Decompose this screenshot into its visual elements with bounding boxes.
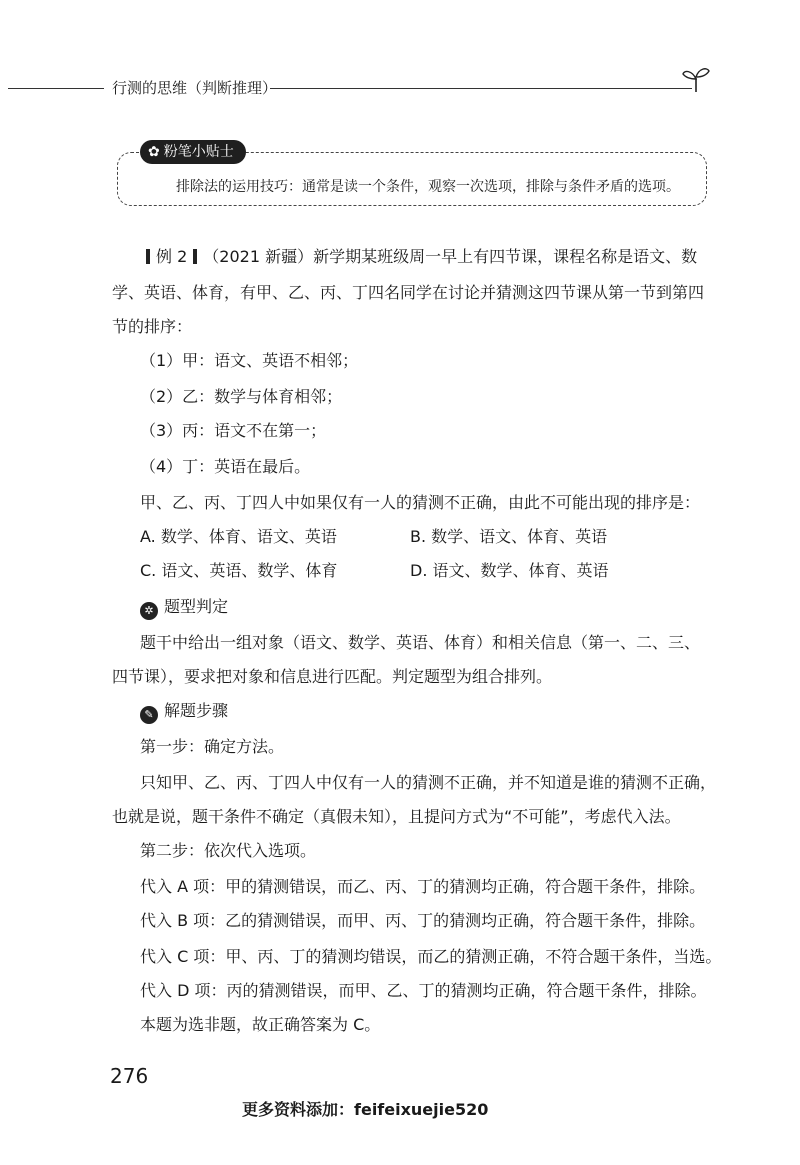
step-line: 代入 B 项：乙的猜测错误，而甲、丙、丁的猜测均正确，符合题干条件，排除。 [140,911,706,930]
type-section-line-2: 四节课），要求把对象和信息进行匹配。判定题型为组合排列。 [112,667,553,686]
step-line: 代入 C 项：甲、丙、丁的猜测均错误，而乙的猜测正确，不符合题干条件，当选。 [140,947,722,966]
step-line: 代入 A 项：甲的猜测错误，而乙、丙、丁的猜测均正确，符合题干条件，排除。 [140,877,706,896]
gear-icon: ✲ [140,602,158,620]
header-rule-left [8,88,104,89]
pencil-icon: ✎ [140,706,158,724]
condition-item: （2）乙：数学与体育相邻； [140,387,343,406]
condition-item: （1）甲：语文、英语不相邻； [140,351,359,370]
steps-section-title: 解题步骤 [164,701,229,720]
sprout-icon [680,64,712,94]
type-section-title: 题型判定 [164,597,229,616]
example-source: （2021 新疆） [203,247,314,266]
footer-note: 更多资料添加：feifeixuejie520 [242,1100,489,1119]
steps-section-heading [140,698,228,724]
example-stem-line-3: 节的排序： [112,317,193,336]
example-marker-left [146,249,150,264]
option-a: A. 数学、体育、语文、英语 [140,527,337,546]
question-text: 甲、乙、丙、丁四人中如果仅有一人的猜测不正确，由此不可能出现的排序是： [140,493,701,512]
example-stem-line-1: 新学期某班级周一早上有四节课，课程名称是语文、数 [313,247,698,266]
example-header-line [140,244,697,267]
condition-item: （3）丙：语文不在第一； [140,421,327,440]
option-d: D. 语文、数学、体育、英语 [410,561,609,580]
option-b: B. 数学、语文、体育、英语 [410,527,608,546]
example-stem-line-2: 学、英语、体育，有甲、乙、丙、丁四名同学在讨论并猜测这四节课从第一节到第四 [112,283,705,302]
step-line: 只知甲、乙、丙、丁四人中仅有一人的猜测不正确，并不知道是谁的猜测不正确， [140,773,717,792]
tip-label-badge [140,140,246,164]
step-line: 代入 D 项：丙的猜测错误，而甲、乙、丁的猜测均正确，符合题干条件，排除。 [140,981,707,1000]
sprout-small-icon: ✿ [148,144,160,160]
step-line: 第二步：依次代入选项。 [140,841,317,860]
type-section-line-1: 题干中给出一组对象（语文、数学、英语、体育）和相关信息（第一、二、三、 [140,633,701,652]
example-marker-right [193,249,197,264]
condition-item: （4）丁：英语在最后。 [140,457,311,476]
option-c: C. 语文、英语、数学、体育 [140,561,338,580]
step-line: 本题为选非题，故正确答案为 C。 [140,1015,381,1034]
example-label: 例 2 [156,247,188,266]
page-number: 276 [110,1064,149,1088]
running-header-title: 行测的思维（判断推理） [112,79,278,97]
tip-text: 排除法的运用技巧：通常是读一个条件，观察一次选项，排除与条件矛盾的选项。 [176,179,680,195]
step-line: 第一步：确定方法。 [140,737,285,756]
header-rule-right [270,88,692,89]
step-line: 也就是说，题干条件不确定（真假未知），且提问方式为“不可能”，考虑代入法。 [112,807,681,826]
tip-label-text: 粉笔小贴士 [163,144,234,160]
type-section-heading [140,594,228,620]
